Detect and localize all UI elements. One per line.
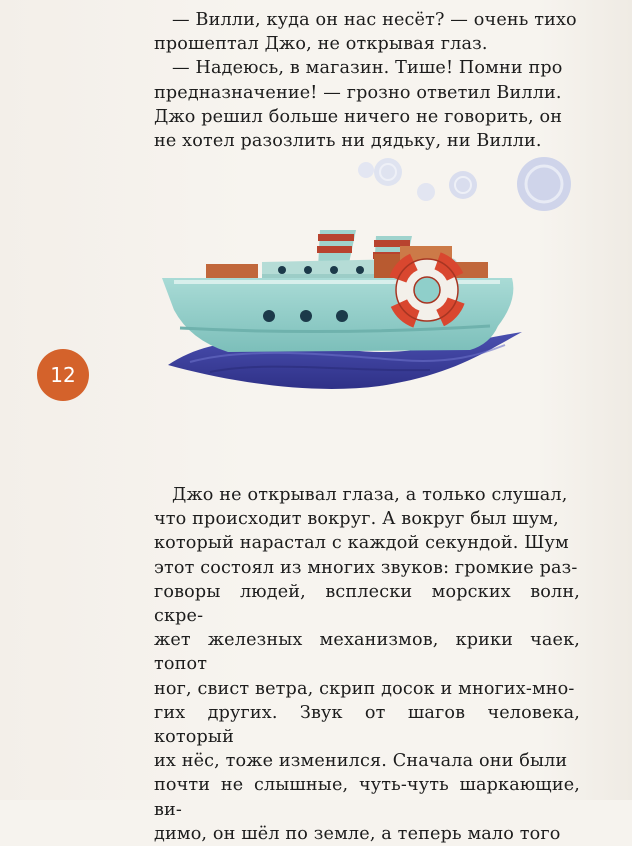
text-line: димо, он шёл по земле, а теперь мало того bbox=[154, 823, 561, 844]
text-line: что происходит вокруг. А вокруг был шум, bbox=[154, 509, 559, 530]
text-line: Джо не открывал глаза, а только слушал, bbox=[172, 485, 568, 505]
top-text-block bbox=[154, 8, 580, 153]
text-line: почти не слышные, чуть-чуть шаркающие, ви- bbox=[154, 775, 580, 820]
text-line: их нёс, тоже изменился. Сначала они были bbox=[154, 751, 568, 772]
page-number-badge: 12 bbox=[37, 349, 89, 401]
smoke-icon bbox=[358, 157, 571, 211]
text-line: не хотел разозлить ни дядьку, ни Вилли. bbox=[154, 131, 542, 152]
cargo-box bbox=[206, 264, 258, 278]
lifebuoy-icon bbox=[387, 250, 466, 329]
text-line: предназначение! — грозно ответил Вилли. bbox=[154, 82, 562, 103]
text-line: гих других. Звук от шагов человека, который bbox=[154, 702, 580, 748]
text-line: жет железных механизмов, крики чаек, топот bbox=[154, 630, 580, 675]
text-line: этот состоял из многих звуков: громкие раз- bbox=[154, 557, 578, 578]
text-line: Джо решил больше ничего не говорить, он bbox=[154, 106, 563, 127]
text-line: ног, свист ветра, скрип досок и многих-мно- bbox=[154, 678, 575, 699]
text-line: прошептал Джо, не открывая глаз. bbox=[154, 34, 488, 55]
text-line: который нарастал с каждой секундой. Шум bbox=[154, 533, 569, 554]
text-line: — Вилли, куда он нас несёт? — очень тихо bbox=[172, 10, 577, 30]
ship-illustration bbox=[150, 150, 600, 400]
bottom-text-block bbox=[154, 483, 580, 846]
ship-icon bbox=[150, 150, 600, 400]
text-line: говоры людей, всплески морских волн, скре- bbox=[154, 581, 580, 627]
text-line: — Надеюсь, в магазин. Тише! Помни про bbox=[172, 58, 563, 79]
